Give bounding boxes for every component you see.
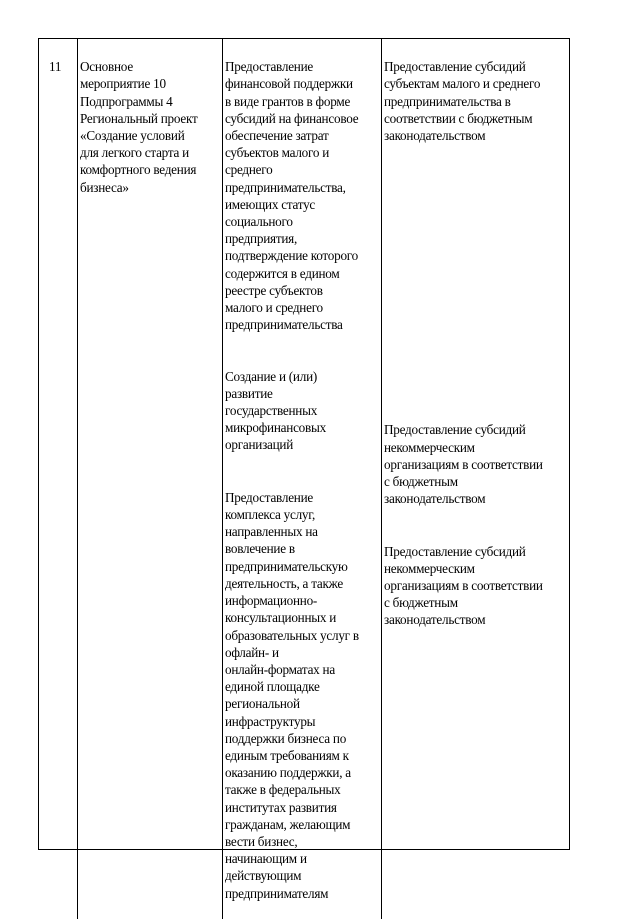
- event-name: Основное мероприятие 10 Подпрограммы 4 Региональный проект «Создание условий для легкого старта и комфортного ведения бизнеса»: [80, 59, 198, 195]
- program-table: [38, 38, 570, 901]
- measure-text: Предоставление финансовой поддержки в виде грантов в форме субсидий на финансовое обеспечение затрат субъектов малого и среднего предпринимательства, имеющих статус социального предприятия, подтверждение которого содержится в едином реестре субъектов малого и среднего предпринимательства: [225, 59, 359, 333]
- event-cell: [78, 39, 223, 919]
- measure-text: Создание и (или) развитие государственных микрофинансовых организаций: [225, 368, 326, 453]
- funding-text: Предоставление субсидий некоммерческим организациям в соответствии с бюджетным законодательством: [384, 422, 543, 507]
- row-number: 11: [49, 59, 62, 75]
- funding-text: Предоставление субсидий субъектам малого и среднего предпринимательства в соответствии с бюджетным законодательством: [384, 59, 541, 144]
- funding-text: Предоставление субсидий некоммерческим организациям в соответствии с бюджетным законодательством: [384, 543, 543, 628]
- funding-cell: [382, 39, 571, 919]
- measure-text: Предоставление комплекса услуг, направленных на вовлечение в предпринимательскую деятельность, а также информационно- консультационных и образовательных услуг в офлайн- и онлайн-форматах на единой площадке региональной инфраструктуры поддержки бизнеса по единым требованиям к оказанию поддержки, а также в федеральных институтах развития гражданам, желающим вести бизнес, начинающим и действующим предпринимателям: [225, 489, 359, 901]
- measures-cell: [223, 39, 382, 919]
- row-number-cell: [39, 39, 78, 919]
